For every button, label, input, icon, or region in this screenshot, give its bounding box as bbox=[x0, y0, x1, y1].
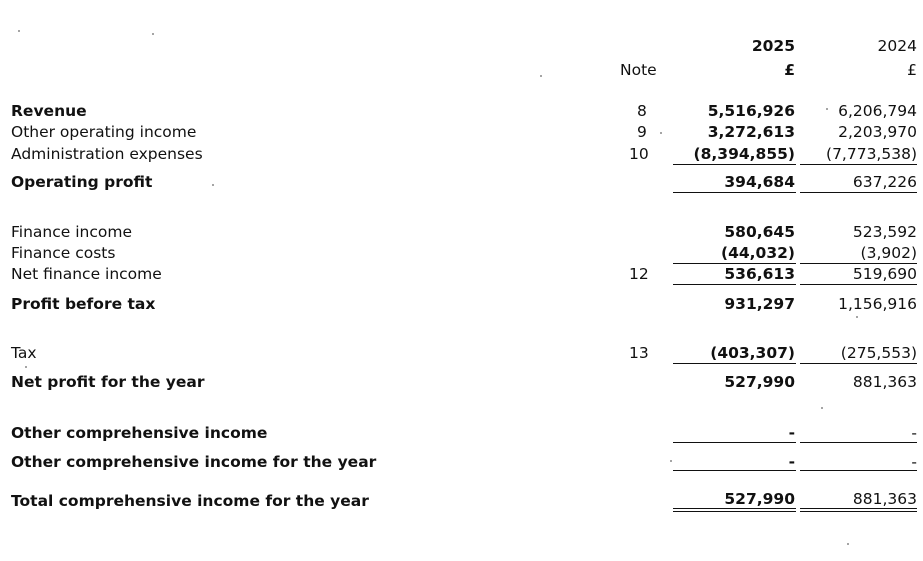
scan-speck bbox=[670, 460, 672, 462]
row-value-current: 536,613 bbox=[724, 265, 795, 283]
row-note: 10 bbox=[629, 145, 649, 163]
scan-speck bbox=[826, 108, 828, 110]
total-double-rule-current bbox=[673, 508, 796, 512]
subtotal-rule-current bbox=[673, 164, 796, 165]
year-prior-header: 2024 bbox=[877, 37, 917, 55]
row-label-finance-costs: Finance costs bbox=[11, 244, 116, 262]
row-value-current: 5,516,926 bbox=[707, 102, 795, 120]
row-value-prior: (3,902) bbox=[860, 244, 917, 262]
subtotal-rule-prior bbox=[800, 470, 917, 471]
row-value-prior: 881,363 bbox=[852, 373, 917, 391]
row-value-prior: (7,773,538) bbox=[826, 145, 917, 163]
row-label-finance-income: Finance income bbox=[11, 223, 132, 241]
scan-speck bbox=[18, 30, 20, 32]
row-value-current: 527,990 bbox=[724, 490, 795, 508]
row-label-total-comprehensive-income: Total comprehensive income for the year bbox=[11, 492, 369, 510]
row-value-current: (44,032) bbox=[721, 244, 795, 262]
row-value-current: (8,394,855) bbox=[693, 145, 795, 163]
row-value-prior: - bbox=[911, 453, 917, 471]
scan-speck bbox=[821, 407, 823, 409]
subtotal-rule-prior bbox=[800, 442, 917, 443]
row-value-prior: 637,226 bbox=[852, 173, 917, 191]
row-label-net-finance-income: Net finance income bbox=[11, 265, 162, 283]
row-label-administration-expenses: Administration expenses bbox=[11, 145, 203, 163]
currency-prior-header: £ bbox=[907, 61, 917, 79]
row-value-prior: 1,156,916 bbox=[838, 295, 917, 313]
row-value-prior: - bbox=[911, 424, 917, 442]
row-value-current: 394,684 bbox=[724, 173, 795, 191]
note-column-header: Note bbox=[620, 61, 657, 79]
row-value-current: 3,272,613 bbox=[707, 123, 795, 141]
scan-speck bbox=[856, 316, 858, 318]
subtotal-rule-prior bbox=[800, 263, 917, 264]
total-double-rule-prior bbox=[800, 508, 917, 512]
subtotal-rule-current bbox=[673, 192, 796, 193]
row-label-net-profit: Net profit for the year bbox=[11, 373, 205, 391]
row-value-current: 931,297 bbox=[724, 295, 795, 313]
row-value-prior: 6,206,794 bbox=[838, 102, 917, 120]
row-label-other-comprehensive-income-year: Other comprehensive income for the year bbox=[11, 453, 377, 471]
subtotal-rule-current bbox=[673, 263, 796, 264]
scan-speck bbox=[540, 75, 542, 77]
subtotal-rule-current bbox=[673, 442, 796, 443]
subtotal-rule-prior bbox=[800, 192, 917, 193]
row-label-tax: Tax bbox=[11, 344, 37, 362]
row-value-prior: 2,203,970 bbox=[838, 123, 917, 141]
scan-speck bbox=[212, 184, 214, 186]
scan-speck bbox=[660, 132, 662, 134]
row-value-prior: 519,690 bbox=[852, 265, 917, 283]
row-value-current: - bbox=[788, 424, 795, 442]
subtotal-rule-current bbox=[673, 284, 796, 285]
subtotal-rule-current bbox=[673, 470, 796, 471]
year-current-header: 2025 bbox=[751, 37, 795, 55]
row-value-prior: 881,363 bbox=[852, 490, 917, 508]
subtotal-rule-current bbox=[673, 363, 796, 364]
row-note: 12 bbox=[629, 265, 649, 283]
row-note: 9 bbox=[637, 123, 647, 141]
scan-speck bbox=[152, 33, 154, 35]
row-value-current: 527,990 bbox=[724, 373, 795, 391]
subtotal-rule-prior bbox=[800, 284, 917, 285]
row-value-current: (403,307) bbox=[710, 344, 795, 362]
row-label-profit-before-tax: Profit before tax bbox=[11, 295, 156, 313]
subtotal-rule-prior bbox=[800, 363, 917, 364]
subtotal-rule-prior bbox=[800, 164, 917, 165]
row-label-revenue: Revenue bbox=[11, 102, 87, 120]
row-label-operating-profit: Operating profit bbox=[11, 173, 153, 191]
row-value-current: - bbox=[788, 453, 795, 471]
currency-current-header: £ bbox=[784, 61, 795, 79]
row-label-other-operating-income: Other operating income bbox=[11, 123, 197, 141]
row-value-prior: 523,592 bbox=[852, 223, 917, 241]
row-label-other-comprehensive-income: Other comprehensive income bbox=[11, 424, 268, 442]
row-value-prior: (275,553) bbox=[840, 344, 917, 362]
scan-speck bbox=[25, 366, 27, 368]
row-note: 13 bbox=[629, 344, 649, 362]
row-value-current: 580,645 bbox=[724, 223, 795, 241]
scan-speck bbox=[847, 543, 849, 545]
row-note: 8 bbox=[637, 102, 647, 120]
